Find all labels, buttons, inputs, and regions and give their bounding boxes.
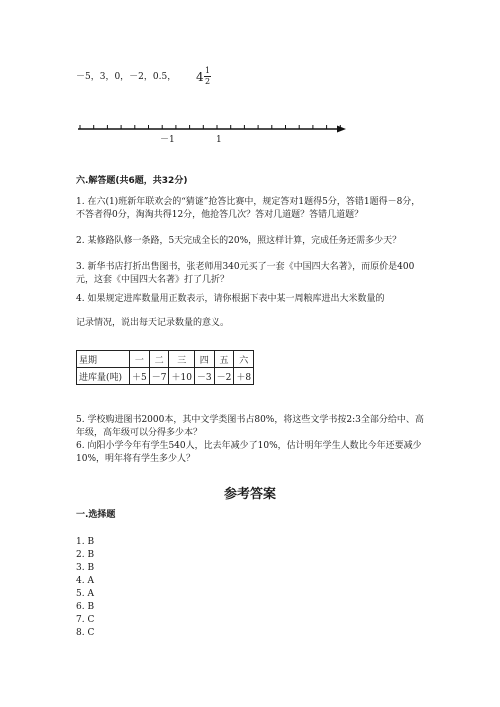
question-1: 1. 在六(1)班新年联欢会的“猜谜”抢答比赛中，规定答对1题得5分，答错1题得－8分，不答者得0分，淘淘共得12分，他抢答几次？答对几道题？答错几道题？ [76, 197, 421, 220]
mixed-number-whole: 4 [196, 70, 204, 84]
answer-item: 1. B [76, 537, 95, 547]
table-cell: 星期 [77, 351, 130, 368]
question-5: 5. 学校购进图书2000本，其中文学类图书占80%，将这些文学书按2:3全部分给中、高年级，高年级可以分得多少本？ [76, 415, 424, 438]
question-4-line1: 4. 如果规定进库数量用正数表示，请你根据下表中某一周粮库进出大米数量的 [76, 294, 385, 304]
table-cell: 六 [234, 351, 254, 368]
number-line [0, 0, 500, 160]
answer-item: 5. A [76, 589, 94, 599]
table-cell: 三 [169, 351, 194, 368]
number-line-label-1: 1 [216, 135, 222, 145]
answers-title: 参考答案 [223, 487, 276, 502]
mixed-number-denominator: 2 [205, 77, 211, 86]
section-heading: 六.解答题(共6题，共32分) [76, 176, 188, 186]
answer-item: 7. C [76, 615, 95, 625]
answers-section-heading: 一.选择题 [76, 510, 116, 520]
question-6: 6. 向阳小学今年有学生540人，比去年减少了10%，估计明年学生人数比今年还要减少10%，明年将有学生多少人？ [76, 441, 422, 464]
table-cell: 一 [130, 351, 150, 368]
number-line-arrow [337, 126, 346, 133]
grain-table [76, 350, 254, 385]
table-cell: －7 [149, 368, 169, 385]
table-cell: ＋5 [130, 368, 150, 385]
table-cell: 五 [214, 351, 234, 368]
table-row [77, 368, 254, 385]
answer-item: 3. B [76, 563, 95, 573]
answer-item: 6. B [76, 602, 95, 612]
answer-item: 8. C [76, 628, 95, 638]
number-list: －5，3，0，－2，0.5， [76, 72, 177, 82]
question-2: 2. 某修路队修一条路，5天完成全长的20%，照这样计算，完成任务还需多少天？ [76, 236, 402, 246]
table-cell: 进库量(吨) [77, 368, 130, 385]
table-row [77, 351, 254, 368]
mixed-number-numerator: 1 [205, 66, 211, 75]
table-cell: －3 [194, 368, 214, 385]
table-cell: ＋8 [234, 368, 254, 385]
table-cell: 二 [149, 351, 169, 368]
question-4-line2: 记录情况，说出每天记录数量的意义。 [76, 318, 230, 328]
answer-item: 4. A [76, 576, 94, 586]
table-cell: 四 [194, 351, 214, 368]
question-3: 3. 新华书店打折出售图书，张老师用340元买了一套《中国四大名著》，而原价是400元，这套《中国四大名著》打了几折？ [76, 262, 415, 285]
number-line-label-neg1: －1 [160, 135, 175, 145]
table-cell: ＋10 [169, 368, 194, 385]
answer-item: 2. B [76, 550, 95, 560]
table-cell: －2 [214, 368, 234, 385]
